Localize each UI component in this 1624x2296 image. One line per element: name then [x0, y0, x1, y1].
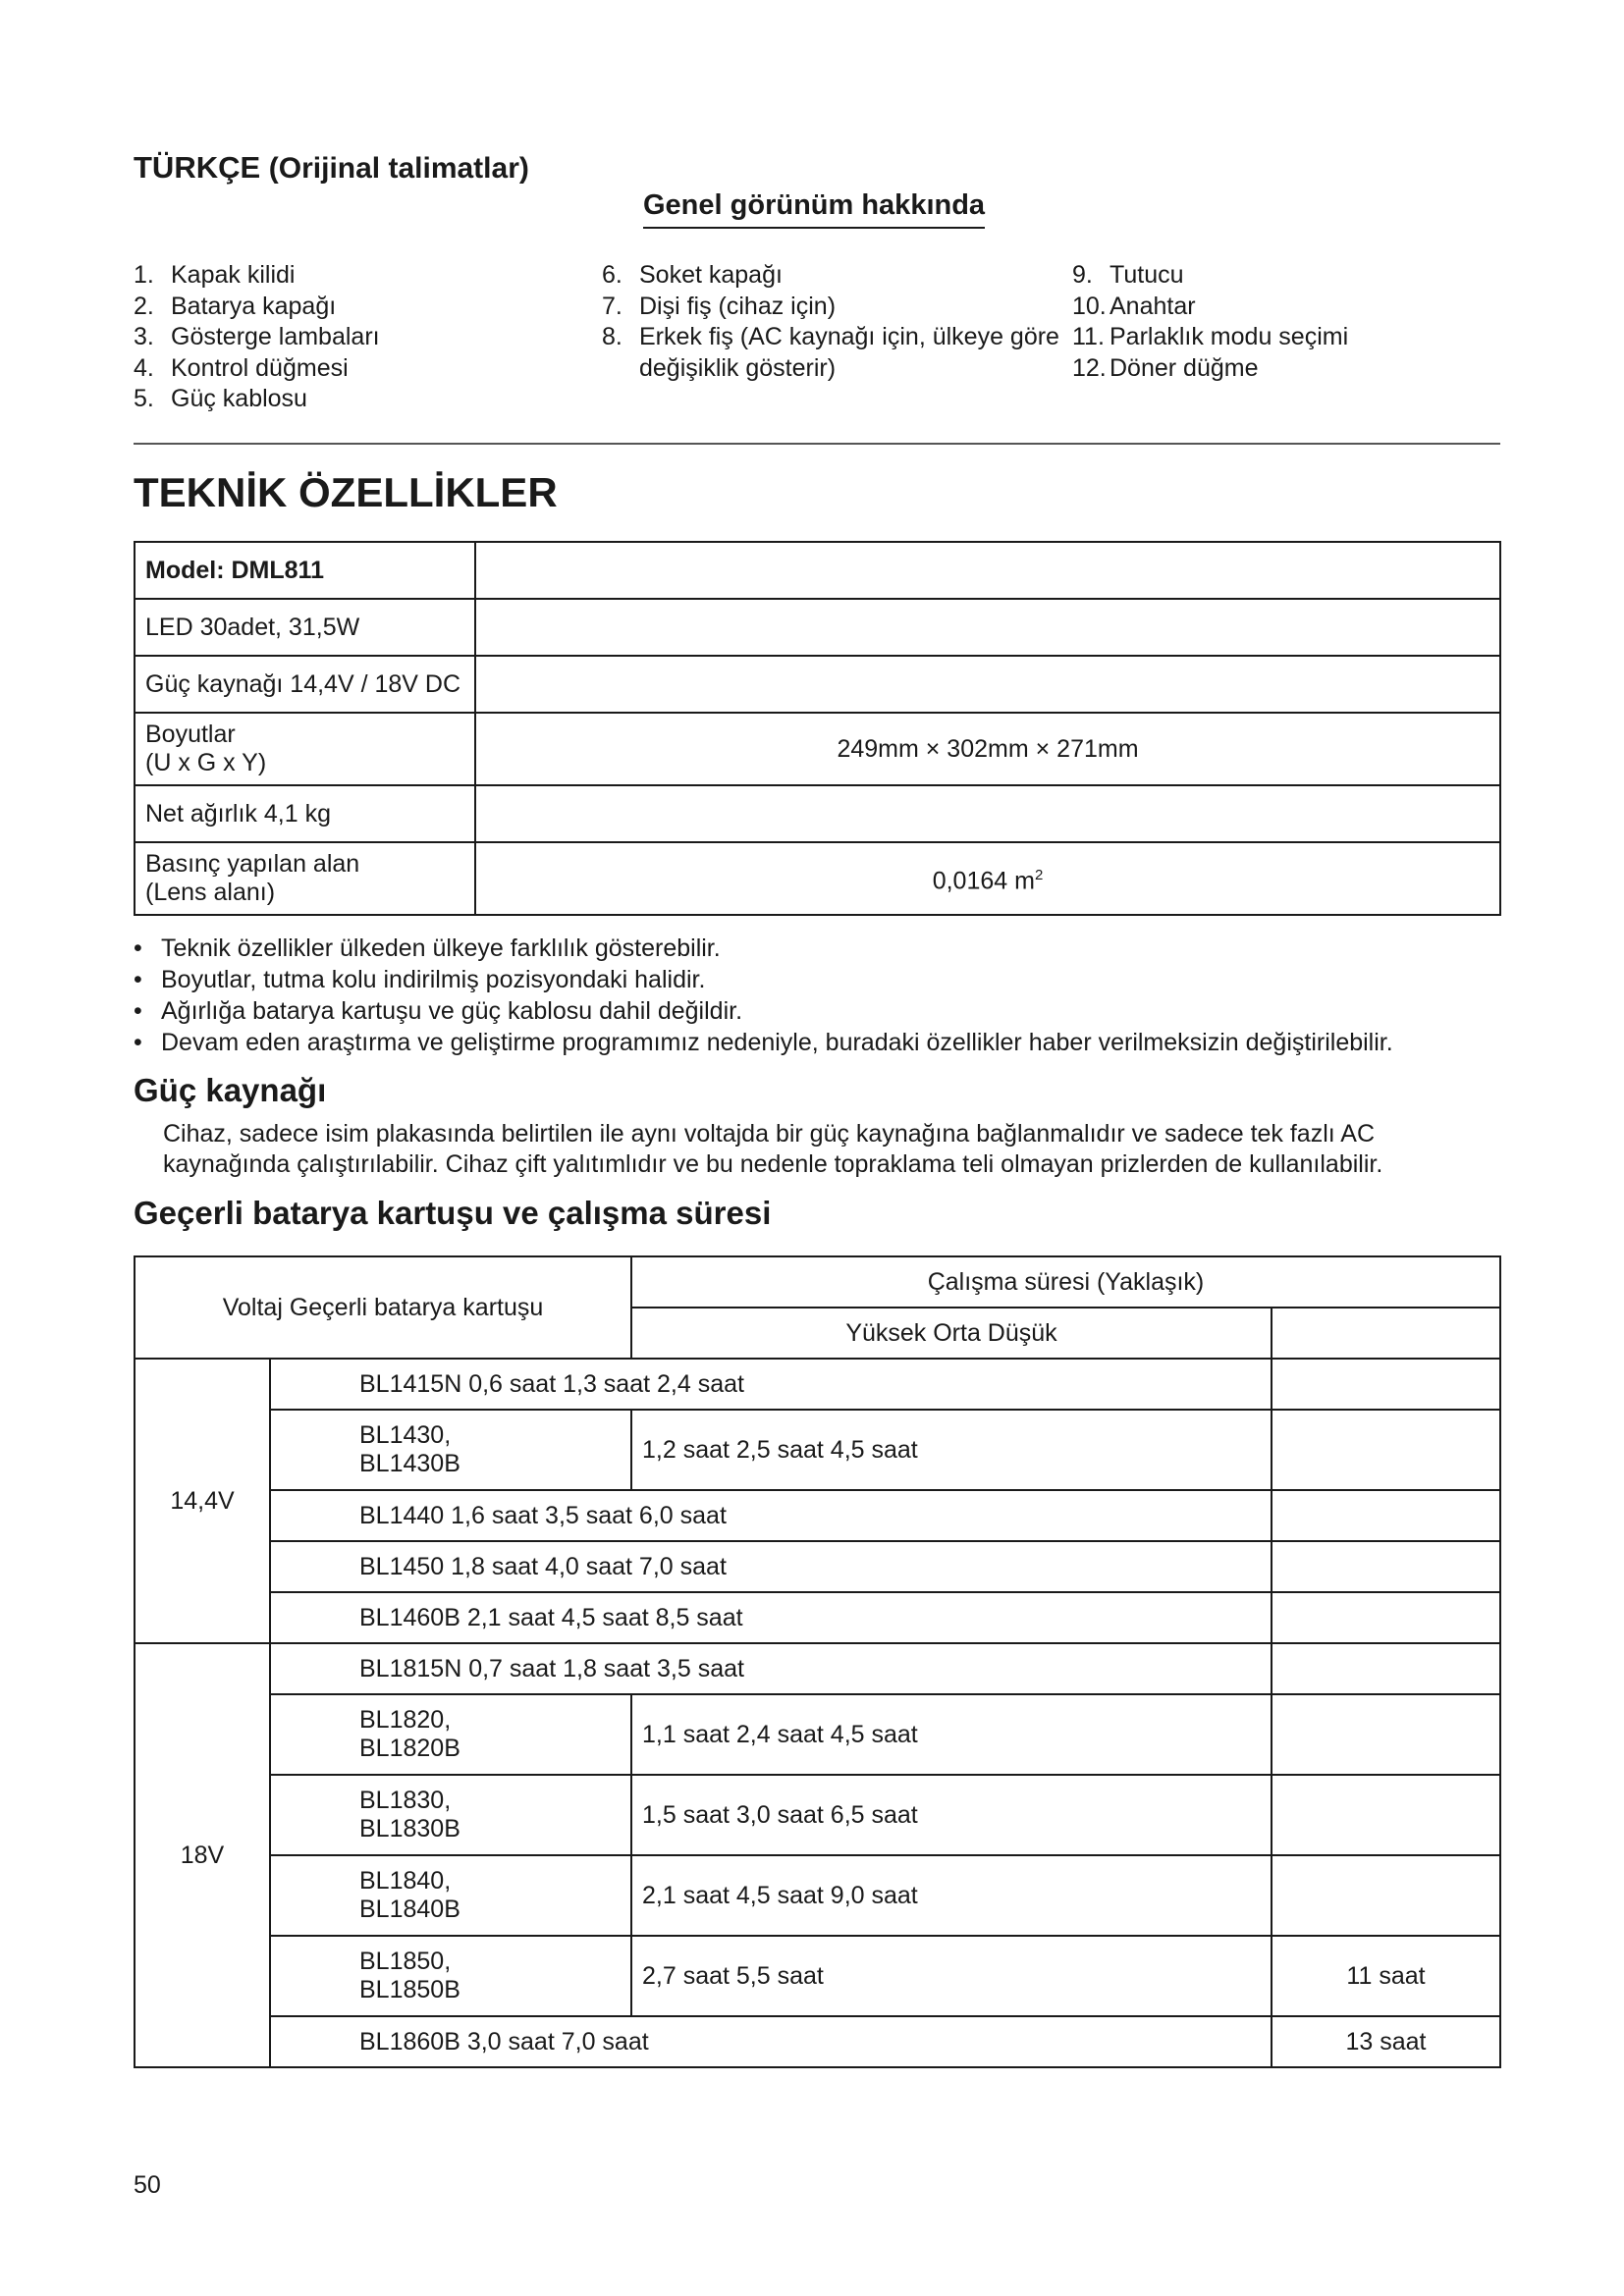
spec-power: Güç kaynağı 14,4V / 18V DC	[135, 656, 475, 713]
table-row	[135, 1643, 1500, 1694]
table-row	[135, 1359, 1500, 1410]
list-item: 4. Kontrol düğmesi	[134, 353, 349, 382]
voltage-18: 18V	[135, 1643, 270, 2067]
col-runtime: Çalışma süresi (Yaklaşık)	[631, 1256, 1500, 1308]
table-row	[135, 2016, 1500, 2067]
battery-times: 2,1 saat 4,5 saat 9,0 saat	[631, 1855, 1272, 1936]
spec-value	[475, 785, 1500, 842]
list-item: 3. Gösterge lambaları	[134, 323, 380, 350]
list-item: 5. Güç kablosu	[134, 385, 307, 412]
battery-model: BL1820, BL1820B	[270, 1694, 631, 1775]
list-item: • Devam eden araştırma ve geliştirme programımız nedeniyle, buradaki özellikler haber verilmeksizin değiştirilebilir.	[134, 1029, 1393, 1056]
specs-title: TEKNİK ÖZELLİKLER	[134, 469, 558, 515]
power-heading: Güç kaynağı	[134, 1072, 327, 1108]
battery-row: BL1860B 3,0 saat 7,0 saat	[270, 2016, 1272, 2067]
language-note: (Orijinal talimatlar)	[268, 152, 529, 185]
battery-row: BL1440 1,6 saat 3,5 saat 6,0 saat	[270, 1490, 1272, 1541]
list-item: 1. Kapak kilidi	[134, 261, 296, 289]
spec-value	[475, 599, 1500, 656]
col-levels: Yüksek Orta Düşük	[631, 1308, 1272, 1359]
battery-model: BL1430, BL1430B	[270, 1410, 631, 1490]
battery-times-extra: 13 saat	[1272, 2016, 1500, 2067]
table-row	[135, 1592, 1500, 1643]
list-item: 8. Erkek fiş (AC kaynağı için, ülkeye göre değişiklik gösterir)	[602, 323, 1059, 382]
battery-row: BL1815N 0,7 saat 1,8 saat 3,5 saat	[270, 1643, 1272, 1694]
list-item: 2. Batarya kapağı	[134, 292, 337, 320]
table-row	[135, 1936, 1500, 2016]
spec-area-value: 0,0164 $m^2$	[475, 842, 1500, 915]
overview-heading: Genel görünüm hakkında	[643, 189, 985, 229]
battery-times: 2,7 saat 5,5 saat	[631, 1936, 1272, 2016]
parts-list-col3	[1072, 260, 1485, 384]
battery-table	[134, 1255, 1501, 2068]
specs-table	[134, 541, 1501, 916]
battery-row: BL1460B 2,1 saat 4,5 saat 8,5 saat	[270, 1592, 1272, 1643]
table-row	[135, 599, 1500, 656]
table-row	[135, 656, 1500, 713]
table-header-row	[135, 1256, 1500, 1308]
spec-model: Model: DML811	[135, 542, 475, 599]
spec-value	[475, 542, 1500, 599]
list-item: 11. Parlaklık modu seçimi	[1072, 323, 1349, 350]
voltage-14-4: 14,4V	[135, 1359, 270, 1643]
list-item: • Ağırlığa batarya kartuşu ve güç kablosu dahil değildir.	[134, 997, 743, 1025]
spec-weight: Net ağırlık 4,1 kg	[135, 785, 475, 842]
parts-list-col1	[134, 260, 566, 415]
spec-area-label: Basınç yapılan alan (Lens alanı)	[135, 842, 475, 915]
battery-model: BL1850, BL1850B	[270, 1936, 631, 2016]
battery-row: BL1415N 0,6 saat 1,3 saat 2,4 saat	[270, 1359, 1272, 1410]
table-row	[135, 713, 1500, 785]
page-number: 50	[134, 2171, 161, 2199]
spec-dimensions-value: 249mm × 302mm × 271mm	[475, 713, 1500, 785]
language-title	[134, 150, 529, 186]
table-row	[135, 1410, 1500, 1490]
list-item: • Teknik özellikler ülkeden ülkeye farklılık gösterebilir.	[134, 934, 721, 962]
table-row	[135, 1775, 1500, 1855]
list-item: 6. Soket kapağı	[602, 261, 783, 289]
parts-list-col2	[602, 260, 1063, 384]
col-voltage-cartridge: Voltaj Geçerli batarya kartuşu	[135, 1256, 631, 1359]
battery-row: BL1450 1,8 saat 4,0 saat 7,0 saat	[270, 1541, 1272, 1592]
list-item: • Boyutlar, tutma kolu indirilmiş pozisyondaki halidir.	[134, 966, 706, 993]
section-divider	[134, 443, 1500, 445]
spec-notes	[134, 933, 1508, 1058]
table-row	[135, 542, 1500, 599]
table-row	[135, 842, 1500, 915]
table-row	[135, 1541, 1500, 1592]
battery-times: 1,5 saat 3,0 saat 6,5 saat	[631, 1775, 1272, 1855]
battery-times: 1,2 saat 2,5 saat 4,5 saat	[631, 1410, 1272, 1490]
battery-model: BL1830, BL1830B	[270, 1775, 631, 1855]
list-item: 9. Tutucu	[1072, 261, 1184, 289]
table-row	[135, 1490, 1500, 1541]
power-text: Cihaz, sadece isim plakasında belirtilen ile aynı voltajda bir güç kaynağına bağlanmalıdır ve sadece tek fazlı AC kaynağında çalıştırılabilir. Cihaz çift yalıtımlıdır ve bu nedenle topraklama teli olmayan prizlerden de kullanılabilir.	[163, 1120, 1383, 1178]
list-item: 10. Anahtar	[1072, 292, 1196, 320]
spec-dimensions-label: Boyutlar (U x G x Y)	[135, 713, 475, 785]
battery-times: 1,1 saat 2,4 saat 4,5 saat	[631, 1694, 1272, 1775]
list-item: 7. Dişi fiş (cihaz için)	[602, 292, 837, 320]
table-row	[135, 785, 1500, 842]
table-row	[135, 1694, 1500, 1775]
battery-model: BL1840, BL1840B	[270, 1855, 631, 1936]
battery-times-extra: 11 saat	[1272, 1936, 1500, 2016]
language-label: TÜRKÇE	[134, 150, 261, 185]
table-row	[135, 1855, 1500, 1936]
list-item: 12. Döner düğme	[1072, 353, 1259, 382]
battery-heading: Geçerli batarya kartuşu ve çalışma süresi	[134, 1195, 772, 1231]
spec-value	[475, 656, 1500, 713]
spec-led: LED 30adet, 31,5W	[135, 599, 475, 656]
